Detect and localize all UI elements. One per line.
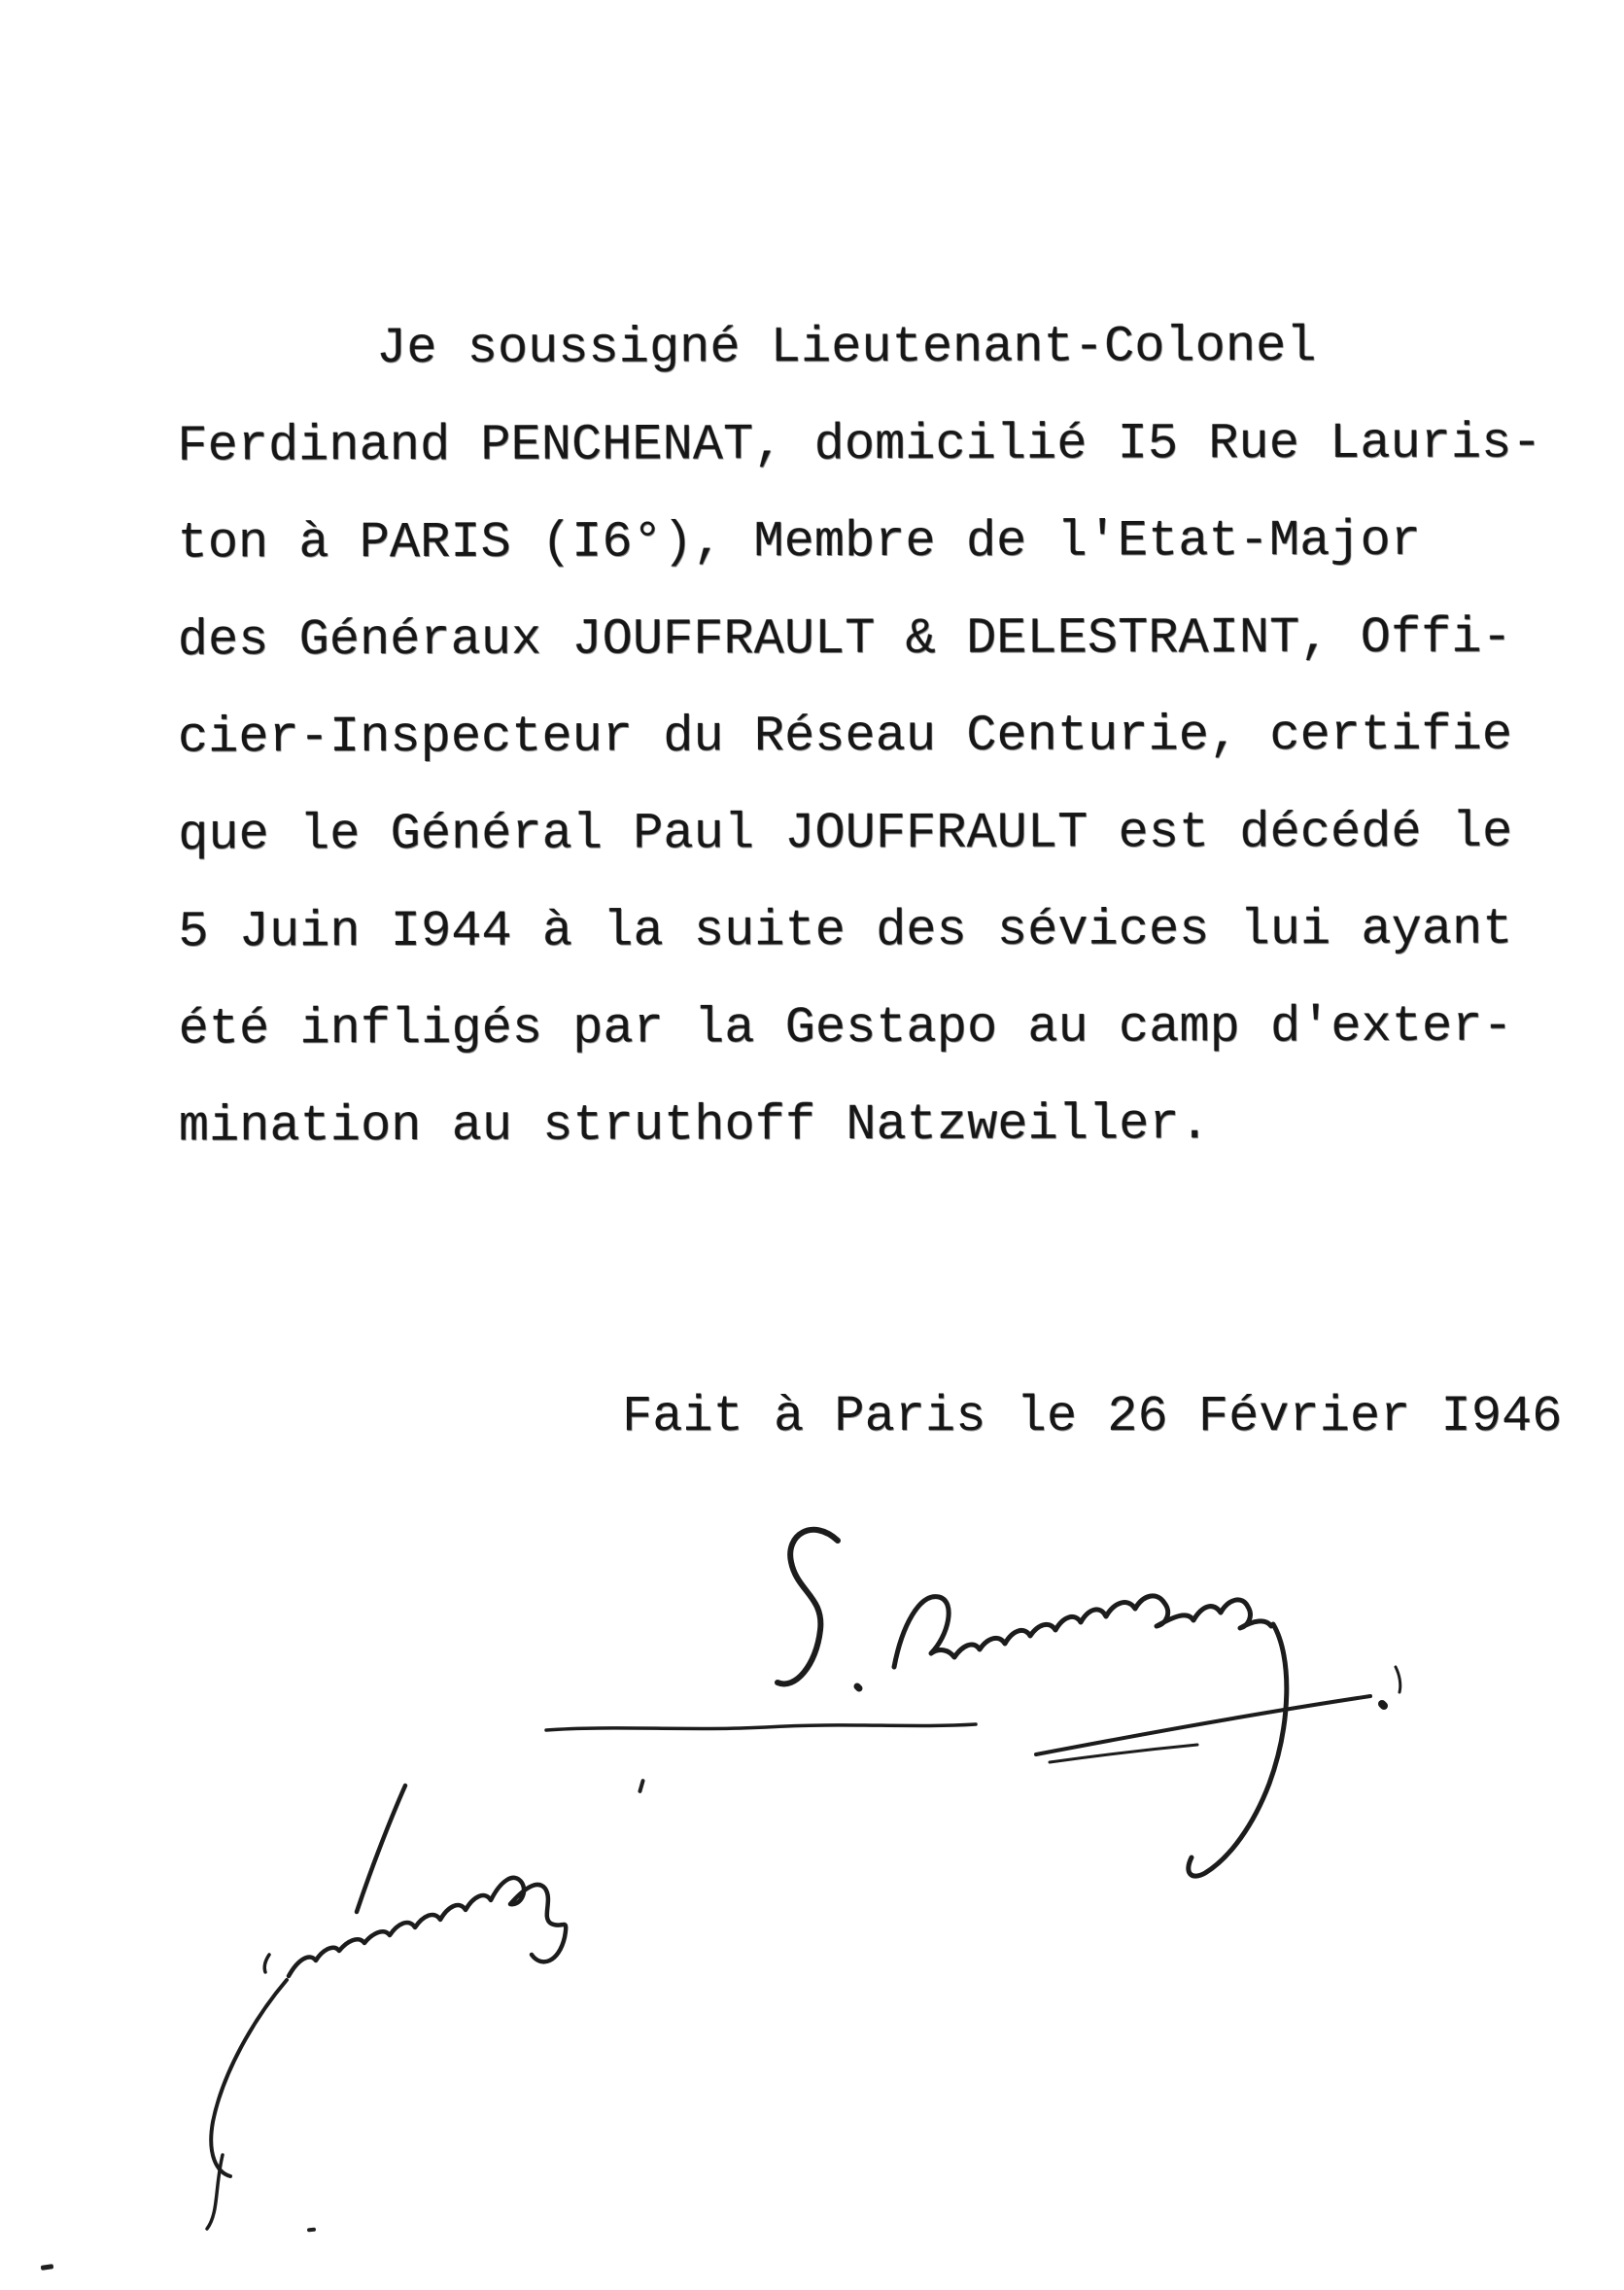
typed-line: que le Général Paul JOUFFRAULT est décédé le xyxy=(178,803,1513,864)
strike-line-stroke xyxy=(546,1724,976,1730)
signature-name-stroke xyxy=(894,1596,1271,1667)
secondary-scrawl-stroke xyxy=(289,1878,566,1976)
typed-body xyxy=(177,298,1569,1176)
typed-line: été infligés par la Gestapo au camp d'exter- xyxy=(178,997,1513,1058)
ink-speck xyxy=(41,2264,54,2271)
signature-secondary xyxy=(180,1764,685,2250)
typed-line: mination au struthoff Natzweiller. xyxy=(178,1095,1210,1156)
typed-line: Ferdinand PENCHENAT, domicilié I5 Rue Lauris- xyxy=(177,414,1542,475)
dateline: Fait à Paris le 26 Février I946 xyxy=(622,1388,1563,1445)
typed-line: cier-Inspecteur du Réseau Centurie, certifie xyxy=(177,706,1513,767)
typed-line: 5 Juin I944 à la suite des sévices lui ayant xyxy=(178,900,1513,961)
signature-initial-dot xyxy=(857,1686,859,1688)
signature-end-tick xyxy=(1396,1667,1400,1692)
typed-line: des Généraux JOUFFRAULT & DELESTRAINT, Offi- xyxy=(177,608,1512,670)
signature-tail-stroke xyxy=(1189,1624,1287,1876)
ink-speck xyxy=(307,2228,316,2233)
secondary-start-tick xyxy=(264,1955,269,1972)
typed-line: ton à PARIS (I6°), Membre de l'Etat-Major xyxy=(177,511,1422,572)
secondary-upstroke xyxy=(357,1786,405,1912)
handwritten-strike-line xyxy=(542,1718,980,1738)
secondary-flourish-tail xyxy=(207,2155,223,2229)
typed-line: Je soussigné Lieutenant-Colonel xyxy=(376,318,1317,378)
signature-underline-stroke xyxy=(1036,1696,1370,1754)
secondary-left-flourish xyxy=(211,1980,287,2176)
signature-end-dot xyxy=(1382,1704,1384,1706)
signature-initial-stroke xyxy=(777,1530,838,1684)
